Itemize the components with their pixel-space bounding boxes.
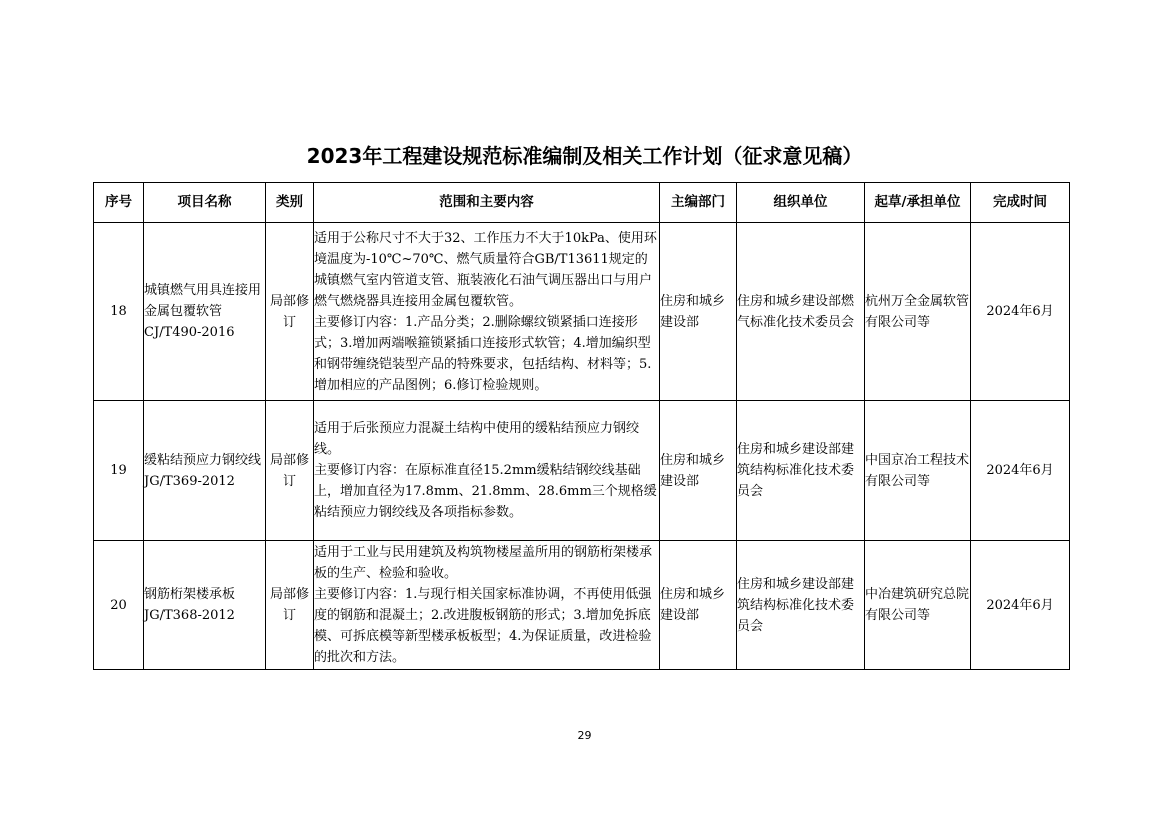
table-header-row [94, 183, 1070, 223]
work-plan-table [93, 182, 1070, 670]
scope-applicability: 适用于后张预应力混凝土结构中使用的缓粘结预应力钢绞线。 [314, 421, 640, 457]
header-drafter: 起草/承担单位 [865, 183, 971, 223]
row-project-name: 城镇燃气用具连接用金属包覆软管CJ/T490-2016 [144, 223, 266, 401]
document-title: 2023年工程建设规范标准编制及相关工作计划（征求意见稿） [306, 144, 863, 168]
row-department: 住房和城乡建设部 [660, 223, 737, 401]
scope-revisions: 主要修订内容：1.产品分类；2.删除螺纹锁紧插口连接形式；3.增加两端喉箍锁紧插口连接形式软管；4.增加编织型和钢带缠绕铠装型产品的特殊要求，包括结构、材料等；5.增加相应的产品图例；6.修订检验规则。 [314, 314, 652, 393]
row-deadline: 2024年6月 [971, 223, 1070, 401]
row-category: 局部修订 [266, 401, 314, 541]
row-drafter: 杭州万全金属软管有限公司等 [865, 223, 971, 401]
row-organizer: 住房和城乡建设部燃气标准化技术委员会 [737, 223, 865, 401]
header-index: 序号 [94, 183, 144, 223]
row-project-name: 缓粘结预应力钢绞线JG/T369-2012 [144, 401, 266, 541]
row-organizer: 住房和城乡建设部建筑结构标准化技术委员会 [737, 401, 865, 541]
row-drafter: 中冶建筑研究总院有限公司等 [865, 541, 971, 670]
row-project-name: 钢筋桁架楼承板JG/T368-2012 [144, 541, 266, 670]
row-category: 局部修订 [266, 223, 314, 401]
header-project-name: 项目名称 [144, 183, 266, 223]
header-department: 主编部门 [660, 183, 737, 223]
header-category: 类别 [266, 183, 314, 223]
row-index: 18 [94, 223, 144, 401]
scope-applicability: 适用于工业与民用建筑及构筑物楼屋盖所用的钢筋桁架楼承板的生产、检验和验收。 [314, 545, 653, 581]
scope-revisions: 主要修订内容：1.与现行相关国家标准协调，不再使用低强度的钢筋和混凝土；2.改进腹板钢筋的形式；3.增加免拆底模、可拆底模等新型楼承板板型；4.为保证质量，改进检验的批次和方法。 [314, 587, 652, 665]
scope-revisions: 主要修订内容：在原标准直径15.2mm缓粘结钢绞线基础上，增加直径为17.8mm、21.8mm、28.6mm三个规格缓粘结预应力钢绞线及各项指标参数。 [314, 463, 657, 520]
header-deadline: 完成时间 [971, 183, 1070, 223]
header-organizer: 组织单位 [737, 183, 865, 223]
row-scope [314, 223, 660, 401]
row-index: 19 [94, 401, 144, 541]
row-organizer: 住房和城乡建设部建筑结构标准化技术委员会 [737, 541, 865, 670]
row-drafter: 中国京冶工程技术有限公司等 [865, 401, 971, 541]
table-row [94, 541, 1070, 670]
row-department: 住房和城乡建设部 [660, 541, 737, 670]
row-index: 20 [94, 541, 144, 670]
row-category: 局部修订 [266, 541, 314, 670]
row-department: 住房和城乡建设部 [660, 401, 737, 541]
row-deadline: 2024年6月 [971, 541, 1070, 670]
scope-applicability: 适用于公称尺寸不大于32、工作压力不大于10kPa、使用环境温度为-10℃~70℃、燃气质量符合GB/T13611规定的城镇燃气室内管道支管、瓶装液化石油气调压器出口与用户燃气燃烧器具连接用金属包覆软管。 [314, 230, 657, 309]
table-row [94, 401, 1070, 541]
row-scope [314, 401, 660, 541]
header-scope: 范围和主要内容 [314, 183, 660, 223]
page-number: 29 [577, 729, 592, 742]
row-deadline: 2024年6月 [971, 401, 1070, 541]
table-row [94, 223, 1070, 401]
row-scope [314, 541, 660, 670]
